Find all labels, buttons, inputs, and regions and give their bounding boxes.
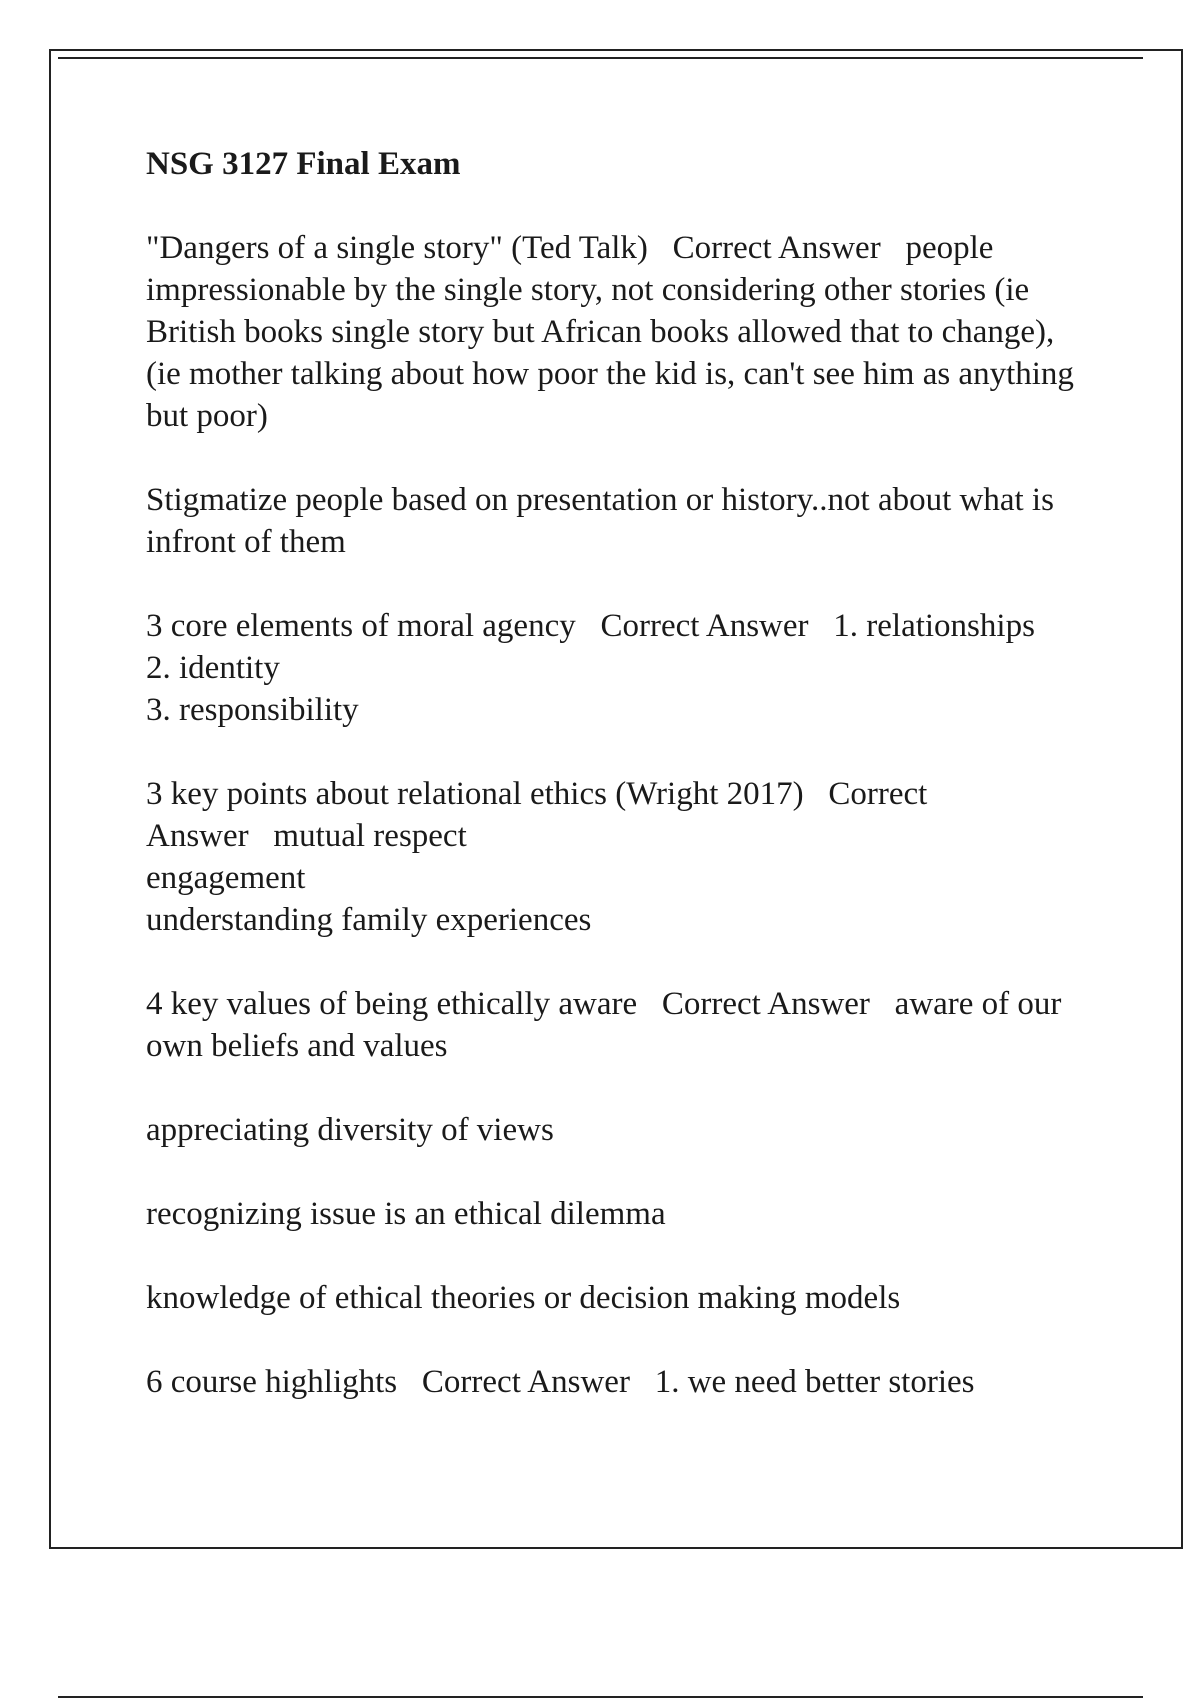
answer-text: 1. we need better stories: [654, 1364, 975, 1400]
answer-continuation: knowledge of ethical theories or decision making models: [146, 1280, 901, 1316]
answer-continuation: recognizing issue is an ethical dilemma: [146, 1196, 666, 1232]
answer-text: 1. relationships: [833, 608, 1035, 644]
question-text: 4 key values of being ethically aware: [146, 986, 638, 1022]
qa-entry-5: [146, 1361, 1096, 1403]
answer-line: 2. identity: [146, 650, 280, 686]
qa-entry-2: [146, 605, 1096, 731]
answer-text: aware of our own beliefs and values: [146, 986, 1070, 1064]
question-text: 3 core elements of moral agency: [146, 608, 576, 644]
qa-entry-3: [146, 773, 1096, 941]
question-text: 6 course highlights: [146, 1364, 398, 1400]
answer-continuation: Stigmatize people based on presentation or history..not about what is infront of them: [146, 482, 1063, 560]
answer-line: 3. responsibility: [146, 692, 359, 728]
answer-line: understanding family experiences: [146, 902, 592, 938]
answer-label: Correct Answer: [661, 986, 870, 1022]
answer-label: Correct Answer: [672, 230, 881, 266]
answer-line: engagement: [146, 860, 306, 896]
qa-entry-1: [146, 227, 1096, 437]
answer-label: Correct Answer: [146, 776, 934, 854]
answer-continuation: appreciating diversity of views: [146, 1112, 554, 1148]
question-text: "Dangers of a single story" (Ted Talk): [146, 230, 648, 266]
bottom-rule: [58, 1696, 1143, 1698]
document-title: NSG 3127 Final Exam: [146, 146, 461, 182]
answer-label: Correct Answer: [600, 608, 809, 644]
answer-text: people impressionable by the single story, not considering other stories (ie British books single story but African books allowed that to change), (ie mother talking about how poor the kid is, can't see him as anything but poor): [146, 230, 1083, 434]
qa-entry-4: [146, 983, 1096, 1067]
document-body: [146, 143, 1096, 1445]
question-text: 3 key points about relational ethics (Wright 2017): [146, 776, 804, 812]
answer-label: Correct Answer: [421, 1364, 630, 1400]
answer-text: mutual respect: [273, 818, 467, 854]
